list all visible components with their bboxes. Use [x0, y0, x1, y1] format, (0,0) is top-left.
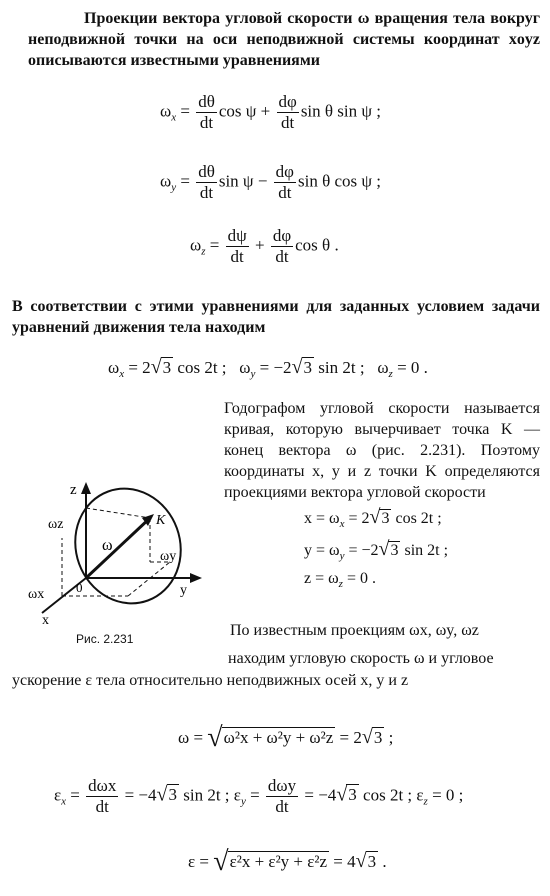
- label-k: K: [156, 513, 166, 528]
- omega-vector: [86, 518, 150, 578]
- equation-z-coord: $z = \omega_z = 0$ .: [304, 570, 376, 590]
- results-line: $\omega_x = 2√3$ cos 2t ; $\omega_y = -2√3$ sin 2t ; $\omega_z = 0$ .: [108, 356, 428, 380]
- label-origin: 0: [76, 580, 83, 595]
- equation-epsilon-components: $\varepsilon_x$ = $\frac{\text{dωx}}{dt}$ = −4√3 sin 2t ; $\varepsilon_y$ = $\frac{\text{dωy}}{dt}$ = −4√3 cos 2t ; $\varepsilon_z = 0$ ;: [54, 776, 464, 816]
- label-x: x: [42, 613, 49, 628]
- equation-y-coord: $y = \omega_y = -2√3$ sin 2t ;: [304, 538, 449, 562]
- figure-caption: Рис. 2.231: [76, 632, 134, 646]
- equation-omega-y: $\omega_y$ = $\frac{d\theta}{dt}$ sin ψ − $\frac{d\varphi}{dt}$ sin θ cos ψ ;: [160, 162, 381, 202]
- accordance-paragraph: В соответствии с этими уравнениями для заданных условием задачи уравнений движения тела находим: [12, 298, 540, 336]
- known-projections-line-2: находим угловую скорость ω и угловое: [228, 650, 494, 667]
- label-omega-z: ωz: [48, 517, 64, 532]
- label-y: y: [180, 583, 187, 598]
- equation-omega-z: $\omega_z$ = $\frac{d\psi}{dt}$ + $\frac{d\varphi}{dt}$ cos θ .: [190, 226, 339, 266]
- equation-x-coord: $x = \omega_x = 2√3$ cos 2t ;: [304, 506, 442, 530]
- label-omega-y: ωy: [160, 549, 177, 564]
- figure-hodograph: [20, 478, 210, 628]
- known-projections-line-3: ускорение ε тела относительно неподвижных осей x, y и z: [12, 672, 409, 689]
- label-omega-x: ωx: [28, 587, 45, 602]
- known-projections-line-1: По известным проекциям ωx, ωy, ωz: [230, 622, 479, 639]
- equation-epsilon-magnitude: ε = √ε²x + ε²y + ε²z = 4√3 .: [188, 846, 387, 877]
- intro-paragraph: Проекции вектора угловой скорости ω вращения тела вокруг неподвижной точки на оси неподвижной системы координат xoyz описываются известными уравнениями: [28, 10, 540, 69]
- label-z: z: [70, 482, 77, 498]
- hodograph-paragraph: Годографом угловой скорости называется кривая, которую вычерчивает точка K — конец вектора ω (рис. 2.231). Поэтому координаты x, y и z точки K определяются проекциями вектора угловой скорости: [224, 400, 540, 501]
- equation-omega-magnitude: ω = √ω²x + ω²y + ω²z = 2√3 ;: [178, 722, 394, 753]
- equation-omega-x: $\omega_x$ = $\frac{d\theta}{dt}$ cos ψ + $\frac{d\varphi}{dt}$ sin θ sin ψ ;: [160, 92, 381, 132]
- label-omega: ω: [102, 537, 113, 554]
